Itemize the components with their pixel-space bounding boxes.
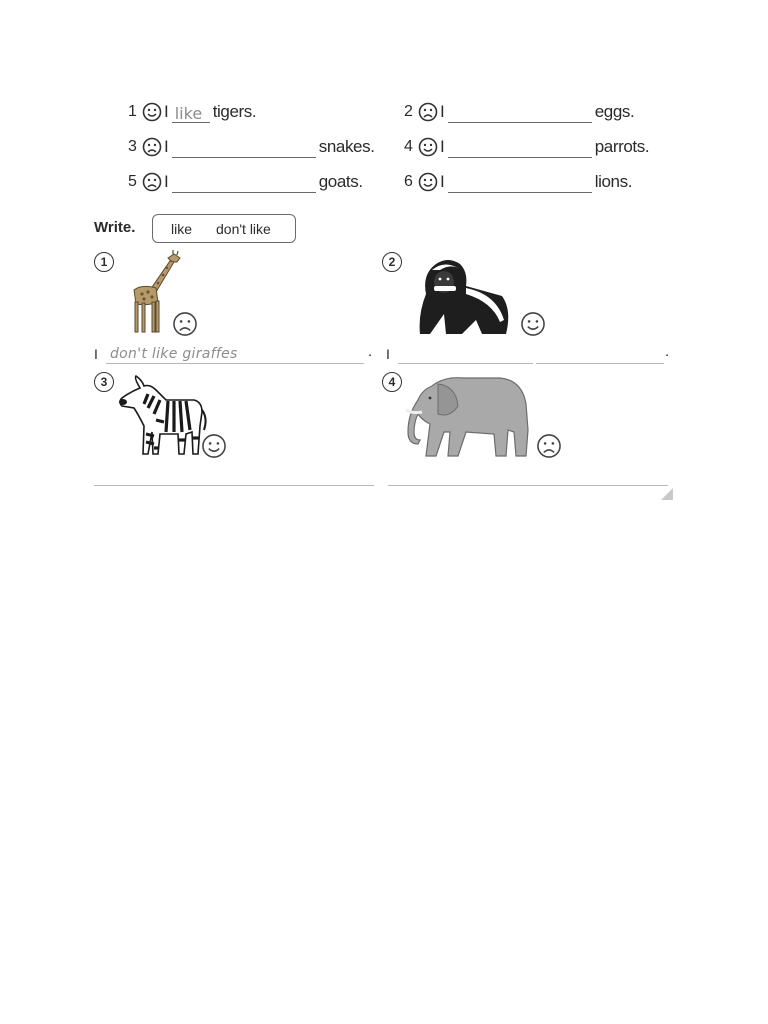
item-number: 3 — [128, 138, 137, 155]
filled-answer: like — [174, 103, 203, 123]
sad-face-icon — [536, 433, 562, 459]
item-number: 2 — [404, 103, 413, 120]
happy-face-icon — [520, 311, 546, 337]
worksheet — [88, 80, 678, 500]
exercise-item-4 — [404, 132, 649, 162]
pronoun: I — [164, 172, 169, 191]
item-word: snakes. — [318, 137, 375, 156]
answer-line[interactable] — [388, 468, 668, 486]
happy-face-icon — [418, 137, 438, 157]
item-word: eggs. — [594, 102, 635, 121]
sentence-period: . — [368, 343, 373, 360]
monkey-picture — [416, 250, 514, 336]
write-instruction: Write. — [94, 219, 136, 236]
answer-blank[interactable] — [448, 172, 592, 193]
pronoun: I — [164, 137, 169, 156]
pronoun: I — [440, 137, 445, 156]
item-number: 1 — [128, 103, 137, 120]
happy-face-icon — [201, 433, 227, 459]
answer-line[interactable] — [536, 346, 664, 364]
sad-face-icon — [172, 311, 198, 337]
answer-blank[interactable] — [448, 102, 592, 123]
word-option-dont-like: don't like — [216, 220, 271, 237]
sad-face-icon — [142, 137, 162, 157]
happy-face-icon — [142, 102, 162, 122]
answer-blank[interactable] — [172, 137, 316, 158]
page-corner — [661, 488, 673, 500]
exercise-item-6 — [404, 167, 632, 197]
sentence-pronoun: I — [386, 346, 390, 362]
answer-blank[interactable] — [448, 137, 592, 158]
word-box — [152, 214, 296, 243]
sad-face-icon — [142, 172, 162, 192]
picture-number-3: 3 — [94, 372, 114, 392]
item-word: parrots. — [594, 137, 650, 156]
elephant-picture — [404, 374, 532, 460]
answer-line[interactable] — [94, 468, 374, 486]
word-option-like: like — [171, 220, 193, 237]
exercise-item-3 — [128, 132, 375, 162]
answer-blank[interactable] — [172, 172, 316, 193]
pronoun: I — [440, 172, 445, 191]
zebra-picture — [116, 374, 208, 460]
sentence-period: . — [665, 343, 670, 360]
exercise-item-1 — [128, 97, 256, 127]
exercise-item-5 — [128, 167, 363, 197]
exercise-item-2 — [404, 97, 634, 127]
pronoun: I — [164, 102, 169, 121]
pronoun: I — [440, 102, 445, 121]
sentence-pronoun: I — [94, 346, 98, 362]
picture-number-2: 2 — [382, 252, 402, 272]
answer-blank[interactable] — [172, 102, 210, 123]
picture-number-1: 1 — [94, 252, 114, 272]
sample-answer: don't like giraffes — [110, 346, 238, 362]
item-word: tigers. — [212, 102, 257, 121]
item-number: 5 — [128, 173, 137, 190]
item-number: 6 — [404, 173, 413, 190]
item-word: lions. — [594, 172, 633, 191]
item-word: goats. — [318, 172, 363, 191]
happy-face-icon — [418, 172, 438, 192]
item-number: 4 — [404, 138, 413, 155]
sad-face-icon — [418, 102, 438, 122]
answer-line[interactable] — [398, 346, 533, 364]
picture-number-4: 4 — [382, 372, 402, 392]
